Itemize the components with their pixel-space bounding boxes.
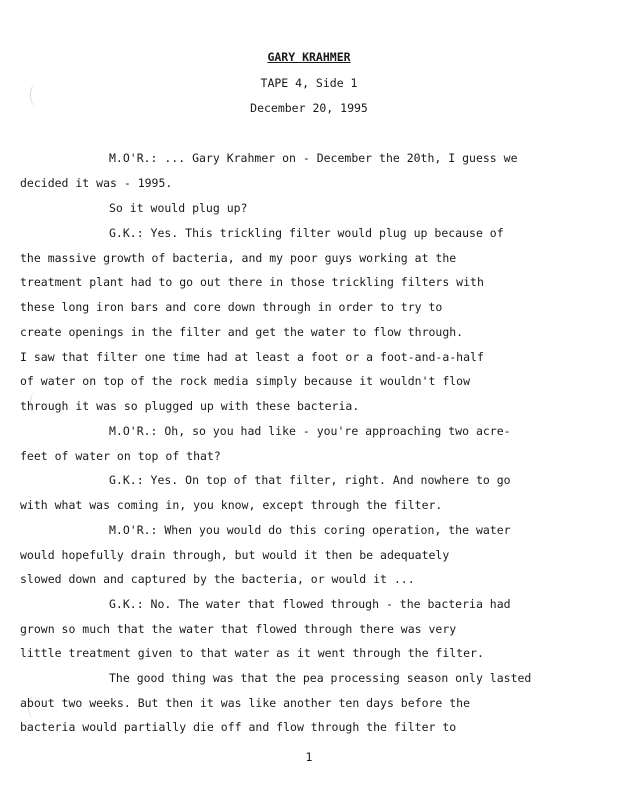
tape-label: TAPE 4, Side 1 [260, 76, 358, 90]
transcript-line: of water on top of the rock media simply because it wouldn't flow [20, 374, 471, 388]
transcript-line: these long iron bars and core down through in order to try to [20, 300, 443, 314]
transcript-line: little treatment given to that water as it went through the filter. [20, 646, 484, 660]
transcript-line: I saw that filter one time had at least a foot or a foot-and-a-half [20, 350, 484, 364]
transcript-line: The good thing was that the pea processing season only lasted [109, 671, 532, 685]
transcript-line: bacteria would partially die off and flow through the filter to [20, 720, 457, 734]
transcript-line: treatment plant had to go out there in those trickling filters with [20, 275, 484, 289]
transcript-line: M.O'R.: ... Gary Krahmer on - December the 20th, I guess we [109, 151, 518, 165]
transcript-line: the massive growth of bacteria, and my poor guys working at the [20, 251, 457, 265]
transcript-line: So it would plug up? [109, 201, 248, 215]
transcript-line: grown so much that the water that flowed through there was very [20, 622, 457, 636]
transcript-line: M.O'R.: When you would do this coring operation, the water [109, 523, 511, 537]
interview-date: December 20, 1995 [250, 101, 368, 115]
transcript-line: G.K.: No. The water that flowed through - the bacteria had [109, 597, 511, 611]
transcript-line: feet of water on top of that? [20, 449, 221, 463]
transcript-line: through it was so plugged up with these bacteria. [20, 399, 360, 413]
page-number: 1 [305, 750, 313, 764]
transcript-line: G.K.: Yes. This trickling filter would plug up because of [109, 226, 504, 240]
transcript-line: slowed down and captured by the bacteria, or would it ... [20, 572, 415, 586]
document-title: GARY KRAHMER [267, 50, 351, 64]
transcript-line: would hopefully drain through, but would it then be adequately [20, 548, 450, 562]
transcript-line: decided it was - 1995. [20, 176, 173, 190]
transcript-line: with what was coming in, you know, except through the filter. [20, 498, 443, 512]
transcript-line: M.O'R.: Oh, so you had like - you're approaching two acre- [109, 424, 511, 438]
transcript-line: G.K.: Yes. On top of that filter, right. And nowhere to go [109, 473, 511, 487]
transcript-line: create openings in the filter and get the water to flow through. [20, 325, 464, 339]
transcript-line: about two weeks. But then it was like another ten days before the [20, 696, 471, 710]
